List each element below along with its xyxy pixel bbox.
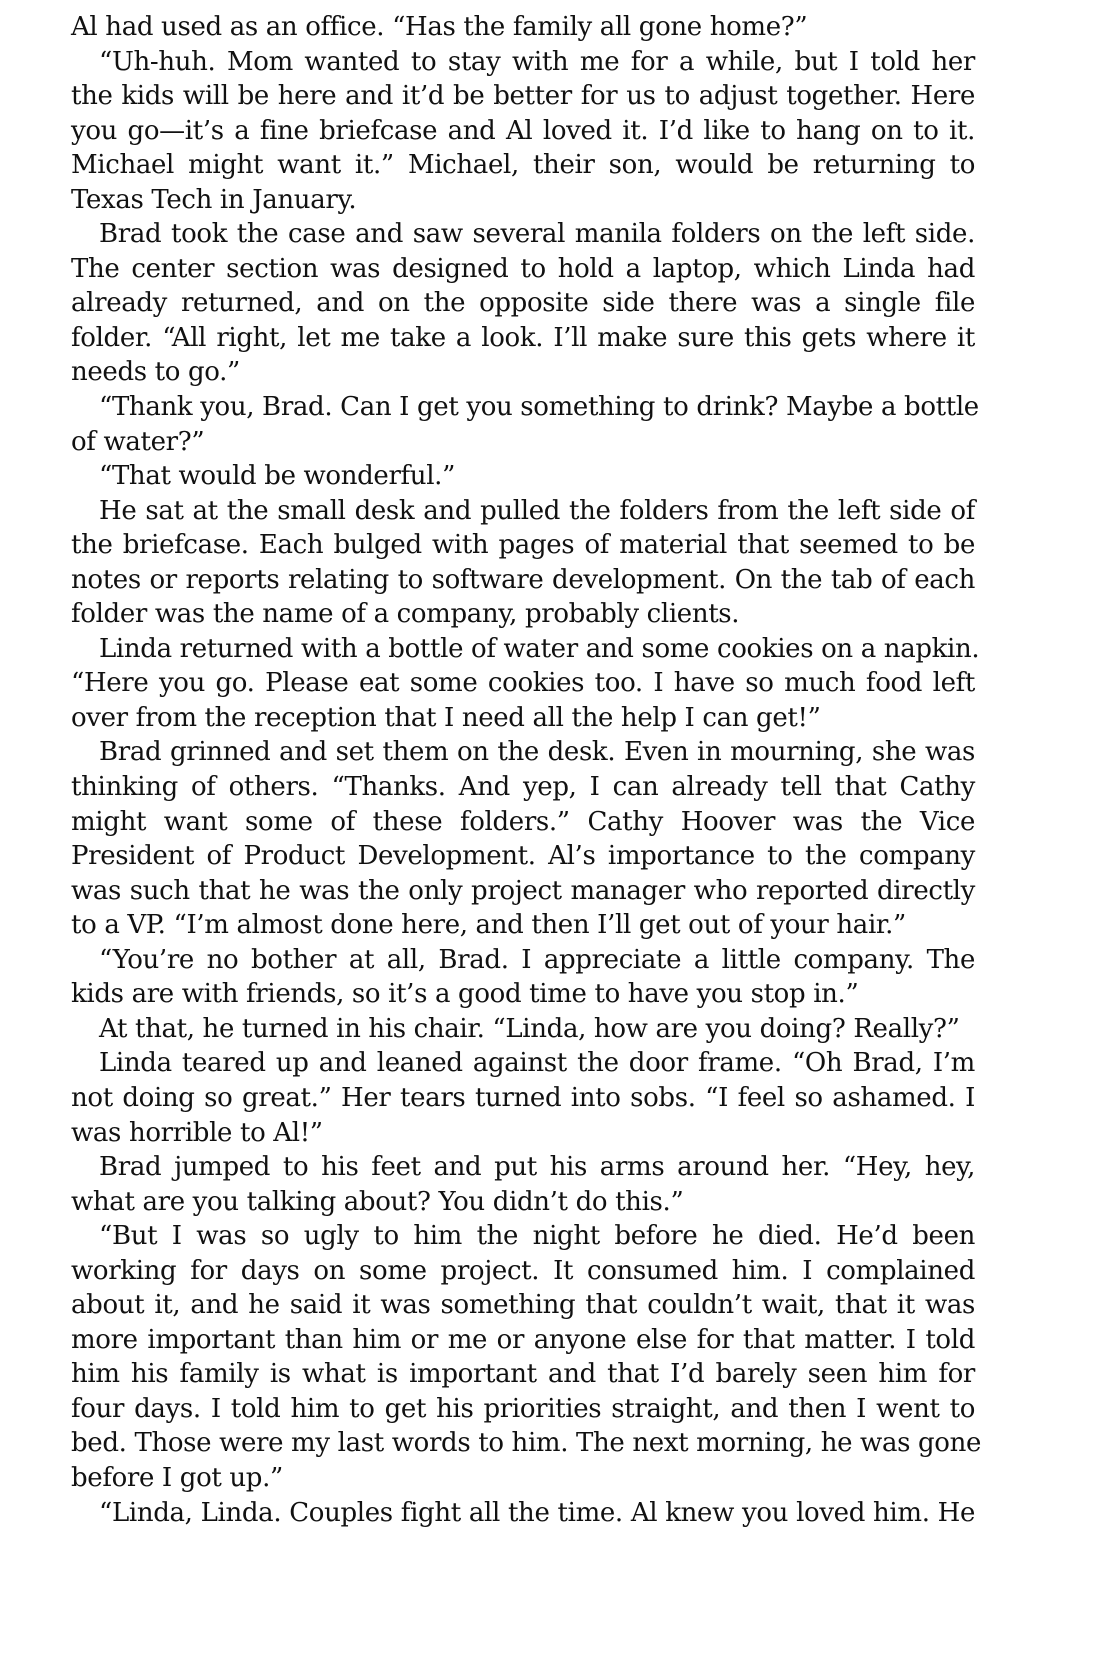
paragraph-first-line: “You’re no bother at all, Brad. I appreciate a little company. The	[99, 944, 975, 975]
text-line: the briefcase. Each bulged with pages of material that seemed to be	[71, 530, 975, 561]
text-line: working for days on some project. It consumed him. I complained	[71, 1255, 975, 1286]
text-line: bed. Those were my last words to him. The next morning, he was gone	[71, 1428, 982, 1459]
text-line: folder. “All right, let me take a look. I’ll make sure this gets where it	[71, 322, 975, 353]
paragraph-first-line: Linda returned with a bottle of water and some cookies on a napkin.	[99, 633, 980, 664]
text-line: of water?”	[71, 426, 205, 457]
text-line: Texas Tech in January.	[71, 184, 357, 215]
text-line: The center section was designed to hold a laptop, which Linda had	[71, 253, 975, 284]
text-line: President of Product Development. Al’s importance to the company	[71, 841, 975, 872]
text-line: thinking of others. “Thanks. And yep, I can already tell that Cathy	[71, 772, 975, 803]
text-line: the kids will be here and it’d be better for us to adjust together. Here	[71, 81, 975, 112]
text-line: needs to go.”	[71, 357, 240, 388]
paragraph-first-line: “Uh-huh. Mom wanted to stay with me for a while, but I told her	[99, 46, 975, 77]
paragraph-first-line: “That would be wonderful.”	[99, 461, 456, 492]
text-line: notes or reports relating to software development. On the tab of each	[71, 564, 975, 595]
text-line: before I got up.”	[71, 1462, 283, 1493]
paragraph-first-line: Brad grinned and set them on the desk. Even in mourning, she was	[99, 737, 975, 768]
text-line: about it, and he said it was something that couldn’t wait, that it was	[71, 1290, 975, 1321]
text-line: four days. I told him to get his priorities straight, and then I went to	[71, 1393, 975, 1424]
text-line: not doing so great.” Her tears turned into sobs. “I feel so ashamed. I	[71, 1082, 975, 1113]
paragraph-first-line: Brad jumped to his feet and put his arms around her. “Hey, hey,	[99, 1152, 975, 1183]
text-line: more important than him or me or anyone else for that matter. I told	[71, 1324, 975, 1355]
text-line: folder was the name of a company, probably clients.	[71, 599, 740, 630]
text-line: Michael might want it.” Michael, their son, would be returning to	[71, 150, 975, 181]
paragraph-first-line: “Linda, Linda. Couples fight all the time. Al knew you loved him. He	[99, 1497, 975, 1528]
text-line: you go—it’s a fine briefcase and Al loved it. I’d like to hang on to it.	[71, 115, 975, 146]
text-line: already returned, and on the opposite side there was a single file	[71, 288, 975, 319]
paragraph-first-line: He sat at the small desk and pulled the folders from the left side of	[99, 495, 975, 526]
text-line: Al had used as an office. “Has the family all gone home?”	[71, 12, 808, 42]
text-line: what are you talking about? You didn’t do this.”	[71, 1186, 684, 1217]
text-line: might want some of these folders.” Cathy Hoover was the Vice	[71, 806, 975, 837]
paragraph-first-line: Linda teared up and leaned against the door frame. “Oh Brad, I’m	[99, 1048, 975, 1079]
book-page	[71, 10, 982, 1530]
text-line: over from the reception that I need all the help I can get!”	[71, 702, 821, 733]
paragraph-first-line: “Thank you, Brad. Can I get you something to drink? Maybe a bottle	[99, 392, 979, 423]
text-line: was such that he was the only project manager who reported directly	[71, 875, 975, 906]
text-line: to a VP. “I’m almost done here, and then I’ll get out of your hair.”	[71, 910, 907, 941]
text-line: was horrible to Al!”	[71, 1117, 323, 1148]
text-line: him his family is what is important and that I’d barely seen him for	[71, 1359, 975, 1390]
paragraph-first-line: “But I was so ugly to him the night before he died. He’d been	[99, 1221, 975, 1252]
text-line: “Here you go. Please eat some cookies too. I have so much food left	[71, 668, 975, 699]
paragraph-first-line: Brad took the case and saw several manila folders on the left side.	[99, 219, 975, 250]
text-line: kids are with friends, so it’s a good time to have you stop in.”	[71, 979, 859, 1010]
paragraph-first-line: At that, he turned in his chair. “Linda, how are you doing? Really?”	[99, 1013, 960, 1044]
